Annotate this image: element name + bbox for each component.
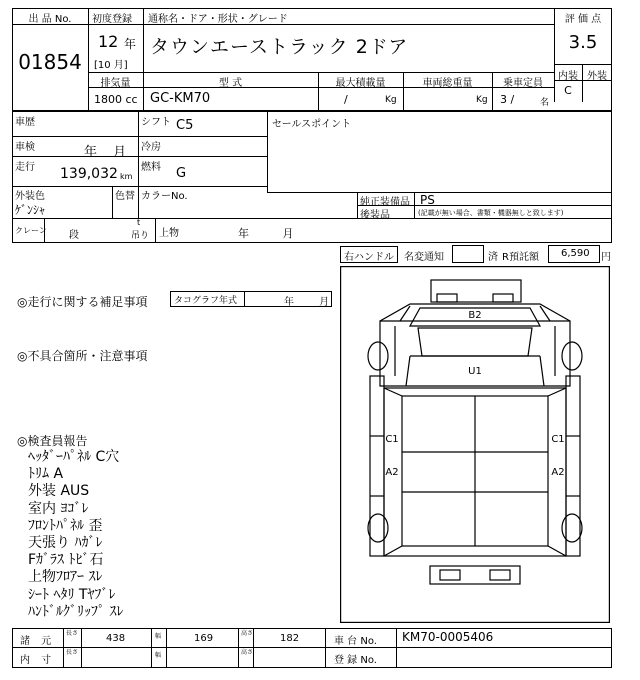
lot-number: 01854: [18, 50, 82, 74]
crane-stage: 段: [69, 230, 79, 241]
interior-length-label: 長さ: [66, 649, 79, 656]
specs-label: 諸 元: [20, 636, 52, 647]
max-load-value: /: [344, 93, 348, 106]
capacity-value: 3 /: [500, 93, 515, 106]
lot-label: 出 品 No.: [28, 14, 72, 25]
width-label: 幅: [155, 633, 162, 640]
first-registration-label: 初度登録: [92, 14, 132, 25]
model-code-value: GC-KM70: [150, 91, 211, 106]
color-change-label: 色替: [115, 191, 135, 202]
height-value: 182: [280, 633, 300, 644]
color-number-label: カラーNo.: [141, 191, 188, 202]
mark-c1-left: C1: [385, 434, 399, 445]
aftermarket-note: (記載が無い場合、書類・機器無しと致します): [418, 209, 564, 217]
driving-notes-label: ◎走行に関する補足事項: [17, 295, 148, 309]
displacement-value: 1800 cc: [94, 93, 138, 106]
crane-lift: 吊り: [131, 231, 150, 241]
inspector-report-label: ◎検査員報告: [17, 434, 88, 448]
inspection-value: 年 月: [84, 145, 127, 160]
recycle-label: R預託額: [502, 252, 539, 263]
registration-year-unit: 年: [124, 37, 137, 51]
fuel-value: G: [176, 166, 187, 181]
upper-structure-label: 上物: [159, 228, 179, 239]
score-value: 3.5: [568, 32, 598, 53]
genuine-equipment-value: PS: [420, 193, 435, 207]
vehicle-damage-diagram: [340, 266, 610, 623]
inspector-report-line: Fｶﾞﾗｽ ﾄﾋﾞ石: [28, 552, 104, 569]
registration-year: 12: [98, 32, 119, 51]
interior-dimensions-label: 内 寸: [20, 655, 52, 666]
max-load-label: 最大積載量: [335, 78, 386, 89]
capacity-unit: 名: [540, 98, 550, 108]
name-change-box: [452, 245, 484, 263]
max-load-unit: Kg: [385, 95, 397, 105]
name-label: 通称名・ドア・形状・グレード: [148, 14, 288, 25]
shift-label: シフト: [141, 117, 171, 128]
inspector-report-line: ｼｰﾄ ﾍﾀﾘ Tﾔﾌﾞﾚ: [28, 586, 116, 603]
genuine-equipment-label: 純正装備品: [360, 197, 410, 208]
fuel-label: 燃料: [141, 162, 161, 173]
gross-weight-unit: Kg: [476, 95, 488, 105]
upper-structure-value: 年 月: [238, 227, 294, 240]
exterior-color-label: 外装色: [15, 191, 45, 202]
tachograph-label: タコグラフ年式: [174, 296, 238, 306]
inspection-label: 車検: [15, 142, 35, 153]
mileage-unit: km: [120, 172, 133, 181]
mark-b2: B2: [468, 310, 482, 321]
capacity-label: 乗車定員: [503, 78, 543, 89]
chassis-label: 車 台 No.: [334, 636, 377, 647]
interior-grade: C: [564, 84, 572, 97]
exterior-label: 外装: [587, 71, 607, 82]
width-value: 169: [194, 633, 214, 644]
inspector-report-line: ﾌﾛﾝﾄﾊﾟﾈﾙ 歪: [28, 517, 103, 534]
registration-label: 登 録 No.: [334, 655, 377, 666]
inspector-report-line: 天張り ﾊｶﾞﾚ: [28, 535, 103, 551]
name-change-label: 名変通知: [404, 252, 444, 263]
tachograph-value: 年 月: [284, 297, 330, 308]
recycle-status: 済: [488, 252, 498, 263]
displacement-label: 排気量: [100, 78, 131, 89]
inspector-report-line: 室内 ﾖｺﾞﾚ: [28, 500, 89, 517]
length-label: 長さ: [66, 630, 79, 637]
recycle-unit: 円: [601, 252, 611, 263]
length-value: 438: [106, 633, 126, 644]
height-label: 高さ: [241, 630, 254, 637]
inspector-report-line: 外装 AUS: [28, 483, 90, 500]
steering-value: 右ハンドル: [344, 252, 394, 263]
mark-a2-right: A2: [551, 467, 565, 478]
mark-c1-right: C1: [551, 434, 565, 445]
inspector-report-line: ﾄﾘﾑ A: [28, 466, 64, 483]
mark-u1: U1: [468, 366, 482, 377]
air-conditioner-label: 冷房: [141, 142, 161, 153]
registration-month: [10 月]: [94, 60, 128, 71]
crane-label: クレーン: [15, 226, 47, 235]
inspector-report-line: 上物ﾌﾛｱｰ ｽﾚ: [28, 569, 103, 586]
model-code-label: 型 式: [218, 78, 243, 89]
inspector-report-line: ﾊﾝﾄﾞﾙｸﾞﾘｯﾌﾟ ｽﾚ: [28, 603, 124, 620]
exterior-color-value: ｹﾞﾝｼｬ: [15, 203, 46, 217]
score-label: 評 価 点: [564, 14, 602, 25]
interior-height-label: 高さ: [241, 649, 254, 656]
inspector-report-line: ﾍｯﾀﾞｰﾊﾟﾈﾙ C穴: [28, 449, 120, 465]
mileage-label: 走行: [15, 162, 35, 173]
crane-tons: t: [137, 218, 141, 227]
recycle-amount: 6,590: [561, 248, 590, 259]
aftermarket-label: 後装品: [360, 210, 390, 221]
shift-value: C5: [176, 118, 194, 133]
gross-weight-label: 車両総重量: [422, 78, 473, 89]
history-label: 車歴: [15, 117, 35, 128]
interior-label: 内装: [558, 71, 578, 82]
defects-label: ◎不具合箇所・注意事項: [17, 349, 148, 363]
mark-a2-left: A2: [385, 467, 399, 478]
model-name: タウンエーストラック 2ドア: [150, 36, 409, 58]
sales-points-label: セールスポイント: [272, 119, 352, 130]
interior-width-label: 幅: [155, 652, 162, 659]
footer-block: [12, 628, 612, 668]
mileage-value: 139,032: [60, 166, 118, 182]
chassis-number: KM70-0005406: [402, 630, 494, 644]
